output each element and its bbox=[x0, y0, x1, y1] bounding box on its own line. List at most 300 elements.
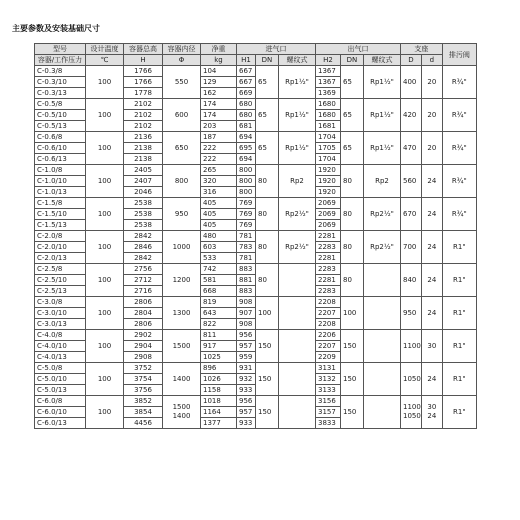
cell-height: 2756 bbox=[124, 264, 163, 275]
cell-model: C-1.5/8 bbox=[35, 198, 86, 209]
cell-support-d: 470 bbox=[401, 132, 422, 165]
cell-thread1 bbox=[279, 297, 316, 330]
cell-weight: 104 bbox=[201, 66, 237, 77]
cell-diameter: 650 bbox=[163, 132, 201, 165]
cell-weight: 174 bbox=[201, 110, 237, 121]
cell-h2: 2281 bbox=[316, 253, 341, 264]
cell-weight: 581 bbox=[201, 275, 237, 286]
cell-height: 2046 bbox=[124, 187, 163, 198]
cell-support-small-d: 20 bbox=[421, 132, 442, 165]
cell-model: C-1.0/8 bbox=[35, 165, 86, 176]
col-inlet: 进气口 bbox=[237, 44, 316, 55]
cell-diameter: 1200 bbox=[163, 264, 201, 297]
cell-drain: R¾" bbox=[442, 66, 476, 99]
table-row bbox=[35, 231, 477, 242]
cell-diameter: 800 bbox=[163, 165, 201, 198]
cell-model: C-0.5/8 bbox=[35, 99, 86, 110]
cell-h2: 3156 bbox=[316, 396, 341, 407]
cell-h1: 781 bbox=[237, 253, 256, 264]
cell-weight: 533 bbox=[201, 253, 237, 264]
cell-diameter: 1000 bbox=[163, 231, 201, 264]
cell-support-small-d: 24 bbox=[421, 297, 442, 330]
cell-drain: R¾" bbox=[442, 132, 476, 165]
cell-h1: 680 bbox=[237, 99, 256, 110]
cell-support-d: 560 bbox=[401, 165, 422, 198]
cell-h2: 1681 bbox=[316, 121, 341, 132]
cell-dn2: 100 bbox=[341, 297, 364, 330]
table-caption: 主要参数及安装基础尺寸 bbox=[12, 24, 100, 33]
cell-weight: 603 bbox=[201, 242, 237, 253]
cell-support-small-d: 24 bbox=[421, 264, 442, 297]
cell-h1: 907 bbox=[237, 308, 256, 319]
cell-h1: 933 bbox=[237, 418, 256, 429]
table-row bbox=[35, 330, 477, 341]
cell-h1: 769 bbox=[237, 209, 256, 220]
cell-height: 2904 bbox=[124, 341, 163, 352]
cell-h2: 1920 bbox=[316, 187, 341, 198]
cell-h1: 957 bbox=[237, 341, 256, 352]
cell-model: C-0.6/10 bbox=[35, 143, 86, 154]
cell-model: C-6.0/8 bbox=[35, 396, 86, 407]
cell-model: C-5.0/8 bbox=[35, 363, 86, 374]
cell-support-d: 1050 bbox=[401, 363, 422, 396]
cell-h2: 2069 bbox=[316, 198, 341, 209]
cell-temp: 100 bbox=[86, 231, 124, 264]
sub-dn2: DN bbox=[341, 55, 364, 66]
sub-h1: H1 bbox=[237, 55, 256, 66]
cell-weight: 405 bbox=[201, 220, 237, 231]
cell-support-d: 950 bbox=[401, 297, 422, 330]
sub-diameter: Φ bbox=[163, 55, 201, 66]
table-row bbox=[35, 297, 477, 308]
cell-model: C-1.0/10 bbox=[35, 176, 86, 187]
cell-weight: 742 bbox=[201, 264, 237, 275]
cell-height: 2102 bbox=[124, 110, 163, 121]
cell-h2: 2281 bbox=[316, 231, 341, 242]
cell-height: 2136 bbox=[124, 132, 163, 143]
cell-model: C-0.6/13 bbox=[35, 154, 86, 165]
cell-thread2: Rp1½" bbox=[364, 99, 401, 132]
cell-h1: 800 bbox=[237, 176, 256, 187]
cell-model: C-3.0/10 bbox=[35, 308, 86, 319]
cell-weight: 819 bbox=[201, 297, 237, 308]
cell-diameter: 1500 1400 bbox=[163, 396, 201, 429]
cell-temp: 100 bbox=[86, 297, 124, 330]
cell-h1: 669 bbox=[237, 88, 256, 99]
cell-h2: 2283 bbox=[316, 264, 341, 275]
cell-model: C-3.0/8 bbox=[35, 297, 86, 308]
cell-height: 2846 bbox=[124, 242, 163, 253]
cell-height: 2902 bbox=[124, 330, 163, 341]
cell-h2: 2208 bbox=[316, 297, 341, 308]
cell-height: 4456 bbox=[124, 418, 163, 429]
cell-h1: 781 bbox=[237, 231, 256, 242]
cell-model: C-0.5/10 bbox=[35, 110, 86, 121]
cell-h2: 1704 bbox=[316, 154, 341, 165]
cell-support-d: 700 bbox=[401, 231, 422, 264]
cell-support-small-d: 24 bbox=[421, 165, 442, 198]
cell-dn2: 150 bbox=[341, 363, 364, 396]
cell-support-small-d: 24 bbox=[421, 363, 442, 396]
cell-support-small-d: 24 bbox=[421, 198, 442, 231]
cell-height: 3754 bbox=[124, 374, 163, 385]
cell-height: 2716 bbox=[124, 286, 163, 297]
cell-height: 2712 bbox=[124, 275, 163, 286]
cell-h1: 769 bbox=[237, 198, 256, 209]
cell-h2: 2207 bbox=[316, 341, 341, 352]
cell-weight: 1377 bbox=[201, 418, 237, 429]
cell-drain: R¾" bbox=[442, 198, 476, 231]
table-body bbox=[35, 66, 477, 429]
cell-thread1: Rp2½" bbox=[279, 231, 316, 264]
cell-support-small-d: 30 bbox=[421, 330, 442, 363]
cell-h1: 800 bbox=[237, 165, 256, 176]
cell-model: C-0.3/10 bbox=[35, 77, 86, 88]
cell-thread2 bbox=[364, 297, 401, 330]
cell-h1: 783 bbox=[237, 242, 256, 253]
table-row bbox=[35, 99, 477, 110]
cell-thread1: Rp1½" bbox=[279, 66, 316, 99]
table-row bbox=[35, 396, 477, 407]
cell-drain: R1" bbox=[442, 330, 476, 363]
cell-temp: 100 bbox=[86, 396, 124, 429]
cell-weight: 1018 bbox=[201, 396, 237, 407]
cell-drain: R1" bbox=[442, 297, 476, 330]
cell-model: C-4.0/13 bbox=[35, 352, 86, 363]
cell-height: 3752 bbox=[124, 363, 163, 374]
cell-height: 1778 bbox=[124, 88, 163, 99]
cell-diameter: 1500 bbox=[163, 330, 201, 363]
sub-support-d: D bbox=[401, 55, 422, 66]
cell-h2: 1704 bbox=[316, 132, 341, 143]
cell-weight: 203 bbox=[201, 121, 237, 132]
cell-h2: 2209 bbox=[316, 352, 341, 363]
cell-h2: 1920 bbox=[316, 176, 341, 187]
cell-dn1: 80 bbox=[256, 198, 279, 231]
sub-dn1: DN bbox=[256, 55, 279, 66]
col-weight: 净重 bbox=[201, 44, 237, 55]
cell-h2: 1920 bbox=[316, 165, 341, 176]
cell-drain: R¾" bbox=[442, 99, 476, 132]
cell-dn2: 80 bbox=[341, 165, 364, 198]
cell-support-d: 1100 1050 bbox=[401, 396, 422, 429]
cell-h1: 800 bbox=[237, 187, 256, 198]
col-model: 型号 bbox=[35, 44, 86, 55]
cell-height: 3854 bbox=[124, 407, 163, 418]
cell-h2: 1680 bbox=[316, 99, 341, 110]
cell-h1: 908 bbox=[237, 319, 256, 330]
sub-height: H bbox=[124, 55, 163, 66]
sub-weight-unit: kg bbox=[201, 55, 237, 66]
cell-height: 2908 bbox=[124, 352, 163, 363]
cell-h2: 2206 bbox=[316, 330, 341, 341]
cell-h1: 956 bbox=[237, 330, 256, 341]
sub-h2: H2 bbox=[316, 55, 341, 66]
cell-h1: 881 bbox=[237, 275, 256, 286]
cell-thread1: Rp2½" bbox=[279, 198, 316, 231]
cell-model: C-4.0/10 bbox=[35, 341, 86, 352]
cell-h1: 667 bbox=[237, 77, 256, 88]
cell-h1: 680 bbox=[237, 110, 256, 121]
cell-temp: 100 bbox=[86, 198, 124, 231]
cell-h2: 2283 bbox=[316, 242, 341, 253]
cell-h2: 3133 bbox=[316, 385, 341, 396]
cell-model: C-3.0/13 bbox=[35, 319, 86, 330]
cell-dn2: 150 bbox=[341, 396, 364, 429]
cell-model: C-4.0/8 bbox=[35, 330, 86, 341]
cell-model: C-2.5/8 bbox=[35, 264, 86, 275]
cell-weight: 405 bbox=[201, 198, 237, 209]
cell-h2: 2069 bbox=[316, 209, 341, 220]
table-row bbox=[35, 132, 477, 143]
col-diameter: 容器内径 bbox=[163, 44, 201, 55]
cell-dn1: 65 bbox=[256, 132, 279, 165]
cell-weight: 822 bbox=[201, 319, 237, 330]
cell-h1: 959 bbox=[237, 352, 256, 363]
cell-h2: 3833 bbox=[316, 418, 341, 429]
cell-h2: 1705 bbox=[316, 143, 341, 154]
cell-h1: 933 bbox=[237, 385, 256, 396]
cell-h2: 2208 bbox=[316, 319, 341, 330]
cell-h1: 769 bbox=[237, 220, 256, 231]
cell-dn2: 65 bbox=[341, 132, 364, 165]
cell-support-d: 400 bbox=[401, 66, 422, 99]
cell-weight: 316 bbox=[201, 187, 237, 198]
sub-model: 容器/工作压力 bbox=[35, 55, 86, 66]
cell-h1: 883 bbox=[237, 264, 256, 275]
cell-weight: 174 bbox=[201, 99, 237, 110]
cell-model: C-0.5/13 bbox=[35, 121, 86, 132]
cell-height: 2806 bbox=[124, 297, 163, 308]
cell-weight: 129 bbox=[201, 77, 237, 88]
cell-thread1: Rp1½" bbox=[279, 132, 316, 165]
cell-temp: 100 bbox=[86, 99, 124, 132]
cell-support-small-d: 20 bbox=[421, 99, 442, 132]
cell-thread1 bbox=[279, 264, 316, 297]
cell-weight: 896 bbox=[201, 363, 237, 374]
cell-thread1: Rp1½" bbox=[279, 99, 316, 132]
cell-thread1: Rp2 bbox=[279, 165, 316, 198]
cell-model: C-0.3/13 bbox=[35, 88, 86, 99]
cell-thread2: Rp1½" bbox=[364, 66, 401, 99]
cell-model: C-2.0/13 bbox=[35, 253, 86, 264]
table-row bbox=[35, 165, 477, 176]
cell-h1: 908 bbox=[237, 297, 256, 308]
cell-dn1: 150 bbox=[256, 330, 279, 363]
cell-weight: 668 bbox=[201, 286, 237, 297]
cell-h2: 1367 bbox=[316, 77, 341, 88]
cell-thread1 bbox=[279, 363, 316, 396]
cell-model: C-1.5/13 bbox=[35, 220, 86, 231]
col-drain: 排污阀 bbox=[442, 44, 476, 66]
cell-temp: 100 bbox=[86, 264, 124, 297]
cell-weight: 162 bbox=[201, 88, 237, 99]
cell-weight: 1026 bbox=[201, 374, 237, 385]
cell-dn2: 80 bbox=[341, 264, 364, 297]
cell-model: C-2.5/13 bbox=[35, 286, 86, 297]
header-row-2 bbox=[35, 55, 477, 66]
cell-height: 2405 bbox=[124, 165, 163, 176]
cell-dn1: 65 bbox=[256, 66, 279, 99]
cell-dn2: 80 bbox=[341, 198, 364, 231]
cell-height: 3756 bbox=[124, 385, 163, 396]
cell-drain: R¾" bbox=[442, 165, 476, 198]
cell-h2: 1680 bbox=[316, 110, 341, 121]
cell-thread2 bbox=[364, 330, 401, 363]
cell-support-d: 840 bbox=[401, 264, 422, 297]
table-row bbox=[35, 264, 477, 275]
cell-weight: 643 bbox=[201, 308, 237, 319]
cell-h2: 2281 bbox=[316, 275, 341, 286]
cell-weight: 1158 bbox=[201, 385, 237, 396]
table-row bbox=[35, 66, 477, 77]
sub-thread1: 螺纹式 bbox=[279, 55, 316, 66]
cell-h2: 3157 bbox=[316, 407, 341, 418]
header-row-1 bbox=[35, 44, 477, 55]
col-support: 支座 bbox=[401, 44, 443, 55]
cell-height: 2138 bbox=[124, 154, 163, 165]
cell-weight: 222 bbox=[201, 154, 237, 165]
cell-h1: 681 bbox=[237, 121, 256, 132]
cell-height: 2102 bbox=[124, 121, 163, 132]
cell-dn1: 65 bbox=[256, 99, 279, 132]
cell-support-d: 420 bbox=[401, 99, 422, 132]
cell-height: 1766 bbox=[124, 66, 163, 77]
cell-h1: 694 bbox=[237, 132, 256, 143]
cell-temp: 100 bbox=[86, 66, 124, 99]
cell-support-small-d: 24 bbox=[421, 231, 442, 264]
cell-diameter: 550 bbox=[163, 66, 201, 99]
cell-weight: 187 bbox=[201, 132, 237, 143]
cell-thread2: Rp2½" bbox=[364, 198, 401, 231]
cell-drain: R1" bbox=[442, 264, 476, 297]
cell-temp: 100 bbox=[86, 165, 124, 198]
cell-dn1: 150 bbox=[256, 363, 279, 396]
table-row bbox=[35, 198, 477, 209]
cell-weight: 1164 bbox=[201, 407, 237, 418]
cell-h1: 956 bbox=[237, 396, 256, 407]
cell-thread2: Rp2½" bbox=[364, 231, 401, 264]
cell-dn2: 65 bbox=[341, 99, 364, 132]
cell-dn2: 80 bbox=[341, 231, 364, 264]
cell-weight: 480 bbox=[201, 231, 237, 242]
cell-dn1: 100 bbox=[256, 297, 279, 330]
cell-thread2 bbox=[364, 264, 401, 297]
cell-dn1: 80 bbox=[256, 264, 279, 297]
sub-support-small-d: d bbox=[421, 55, 442, 66]
cell-model: C-1.0/13 bbox=[35, 187, 86, 198]
cell-thread1 bbox=[279, 330, 316, 363]
cell-h2: 3132 bbox=[316, 374, 341, 385]
cell-model: C-6.0/13 bbox=[35, 418, 86, 429]
cell-temp: 100 bbox=[86, 132, 124, 165]
cell-h2: 3131 bbox=[316, 363, 341, 374]
cell-drain: R1" bbox=[442, 396, 476, 429]
cell-dn1: 150 bbox=[256, 396, 279, 429]
sub-temp-unit: ℃ bbox=[86, 55, 124, 66]
cell-h1: 931 bbox=[237, 363, 256, 374]
cell-h1: 932 bbox=[237, 374, 256, 385]
cell-weight: 917 bbox=[201, 341, 237, 352]
cell-model: C-5.0/10 bbox=[35, 374, 86, 385]
cell-thread1 bbox=[279, 396, 316, 429]
cell-model: C-2.5/10 bbox=[35, 275, 86, 286]
cell-h1: 883 bbox=[237, 286, 256, 297]
cell-model: C-5.0/13 bbox=[35, 385, 86, 396]
cell-model: C-0.6/8 bbox=[35, 132, 86, 143]
cell-h1: 695 bbox=[237, 143, 256, 154]
table-row bbox=[35, 363, 477, 374]
cell-h1: 667 bbox=[237, 66, 256, 77]
cell-thread2: Rp1½" bbox=[364, 132, 401, 165]
cell-weight: 222 bbox=[201, 143, 237, 154]
cell-weight: 320 bbox=[201, 176, 237, 187]
cell-h1: 694 bbox=[237, 154, 256, 165]
cell-height: 2538 bbox=[124, 198, 163, 209]
cell-model: C-6.0/10 bbox=[35, 407, 86, 418]
cell-dn1: 80 bbox=[256, 231, 279, 264]
cell-height: 2804 bbox=[124, 308, 163, 319]
cell-diameter: 1400 bbox=[163, 363, 201, 396]
cell-height: 2842 bbox=[124, 231, 163, 242]
parameters-table bbox=[34, 43, 477, 429]
cell-h2: 2283 bbox=[316, 286, 341, 297]
cell-weight: 1025 bbox=[201, 352, 237, 363]
cell-thread2 bbox=[364, 396, 401, 429]
sub-thread2: 螺纹式 bbox=[364, 55, 401, 66]
cell-h2: 1367 bbox=[316, 66, 341, 77]
cell-model: C-2.0/10 bbox=[35, 242, 86, 253]
cell-dn2: 150 bbox=[341, 330, 364, 363]
cell-height: 3852 bbox=[124, 396, 163, 407]
cell-height: 2407 bbox=[124, 176, 163, 187]
cell-support-small-d: 20 bbox=[421, 66, 442, 99]
cell-model: C-1.5/10 bbox=[35, 209, 86, 220]
cell-thread2: Rp2 bbox=[364, 165, 401, 198]
cell-diameter: 600 bbox=[163, 99, 201, 132]
cell-h2: 2069 bbox=[316, 220, 341, 231]
cell-temp: 100 bbox=[86, 363, 124, 396]
cell-model: C-0.3/8 bbox=[35, 66, 86, 77]
cell-support-small-d: 30 24 bbox=[421, 396, 442, 429]
cell-weight: 265 bbox=[201, 165, 237, 176]
col-temp: 设计温度 bbox=[86, 44, 124, 55]
col-outlet: 出气口 bbox=[316, 44, 401, 55]
cell-height: 2102 bbox=[124, 99, 163, 110]
cell-drain: R1" bbox=[442, 363, 476, 396]
cell-height: 1766 bbox=[124, 77, 163, 88]
cell-height: 2538 bbox=[124, 220, 163, 231]
cell-drain: R1" bbox=[442, 231, 476, 264]
cell-support-d: 1100 bbox=[401, 330, 422, 363]
cell-model: C-2.0/8 bbox=[35, 231, 86, 242]
cell-dn1: 80 bbox=[256, 165, 279, 198]
cell-weight: 405 bbox=[201, 209, 237, 220]
cell-dn2: 65 bbox=[341, 66, 364, 99]
col-height: 容器总高 bbox=[124, 44, 163, 55]
cell-height: 2138 bbox=[124, 143, 163, 154]
cell-thread2 bbox=[364, 363, 401, 396]
cell-support-d: 670 bbox=[401, 198, 422, 231]
cell-height: 2842 bbox=[124, 253, 163, 264]
cell-diameter: 1300 bbox=[163, 297, 201, 330]
cell-h1: 957 bbox=[237, 407, 256, 418]
cell-height: 2538 bbox=[124, 209, 163, 220]
cell-h2: 1369 bbox=[316, 88, 341, 99]
cell-height: 2806 bbox=[124, 319, 163, 330]
cell-diameter: 950 bbox=[163, 198, 201, 231]
cell-weight: 811 bbox=[201, 330, 237, 341]
